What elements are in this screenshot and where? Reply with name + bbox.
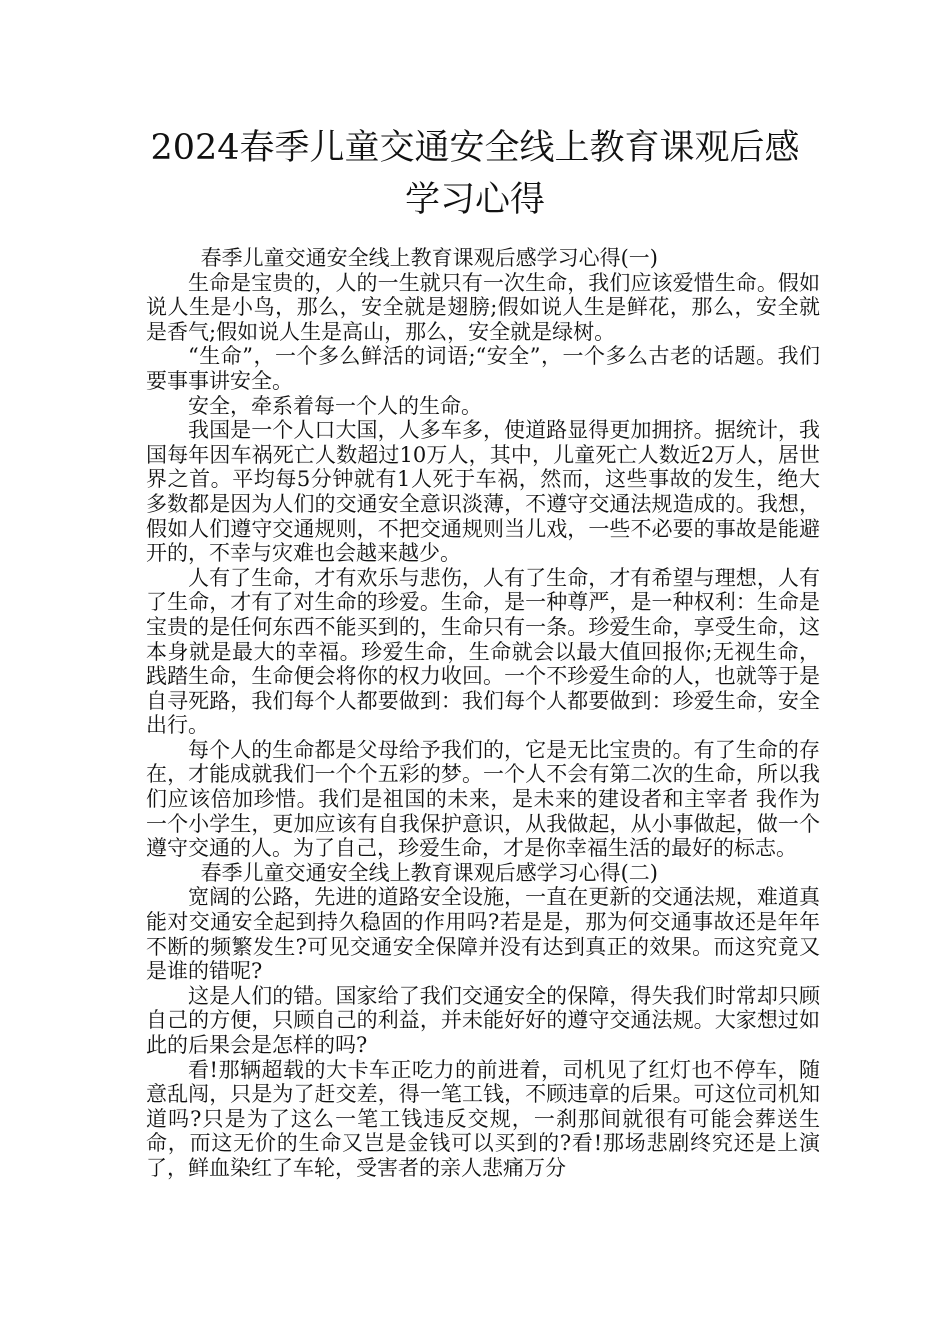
paragraph: 人有了生命，才有欢乐与悲伤，人有了生命，才有希望与理想，人有了生命，才有了对生命的珍爱。生命，是一种尊严，是一种权利：生命是宝贵的是任何东西不能买到的，生命只有一条。珍爱生命，享受生命，这本身就是最大的幸福。珍爱生命，生命就会以最大值回报你;无视生命，践踏生命，生命便会将你的权力收回。一个不珍爱生命的人，也就等于是自寻死路，我们每个人都要做到：我们每个人都要做到：珍爱生命，安全出行。 (146, 565, 820, 738)
paragraph: 生命是宝贵的，人的一生就只有一次生命，我们应该爱惜生命。假如说人生是小鸟，那么，安全就是翅膀;假如说人生是鲜花，那么，安全就是香气;假如说人生是高山，那么，安全就是绿树。 (146, 270, 820, 344)
paragraph: 我国是一个人口大国，人多车多，使道路显得更加拥挤。据统计，我国每年因车祸死亡人数超过10万人，其中，儿童死亡人数近2万人，居世界之首。平均每5分钟就有1人死于车祸，然而，这些事故的发生，绝大多数都是因为人们的交通安全意识淡薄，不遵守交通法规造成的。我想，假如人们遵守交通规则，不把交通规则当儿戏，一些不必要的事故是能避开的，不幸与灾难也会越来越少。 (146, 418, 820, 566)
title-line-1: 2024春季儿童交通安全线上教育课观后感 (150, 128, 800, 168)
document-title (130, 122, 820, 226)
title-line-2: 学习心得 (404, 180, 545, 220)
paragraph: 每个人的生命都是父母给予我们的，它是无比宝贵的。有了生命的存在，才能成就我们一个个五彩的梦。一个人不会有第二次的生命，所以我们应该倍加珍惜。我们是祖国的未来，是未来的建设者和主宰者 我作为一个小学生，更加应该有自我保护意识，从我做起，从小事做起，做一个遵守交通的人。为了自己，珍爱生命，才是你幸福生活的最好的标志。 (146, 737, 820, 861)
paragraph: 宽阔的公路，先进的道路安全设施，一直在更新的交通法规，难道真能对交通安全起到持久稳固的作用吗?若是是，那为何交通事故还是年年不断的频繁发生?可见交通安全保障并没有达到真正的效果。而这究竟又是谁的错呢? (146, 885, 820, 984)
paragraph: “生命”，一个多么鲜活的词语;“安全”，一个多么古老的话题。我们要事事讲安全。 (146, 344, 820, 393)
document-body (146, 246, 820, 1181)
paragraph: 这是人们的错。国家给了我们交通安全的保障，得失我们时常却只顾自己的方便，只顾自己的利益，并未能好好的遵守交通法规。大家想过如此的后果会是怎样的吗? (146, 983, 820, 1057)
section-heading-1: 春季儿童交通安全线上教育课观后感学习心得(一) (200, 246, 658, 270)
paragraph: 安全，牵系着每一个人的生命。 (188, 393, 482, 418)
paragraph: 看!那辆超载的大卡车正吃力的前进着，司机见了红灯也不停车，随意乱闯，只是为了赶交差，得一笔工钱，不顾违章的后果。可这位司机知道吗?只是为了这么一笔工钱违反交规，一刹那间就很有可能会葬送生命，而这无价的生命又岂是金钱可以买到的?看!那场悲剧终究还是上演了，鲜血染红了车轮，受害者的亲人悲痛万分 (146, 1057, 820, 1180)
section-heading-2: 春季儿童交通安全线上教育课观后感学习心得(二) (200, 860, 658, 885)
